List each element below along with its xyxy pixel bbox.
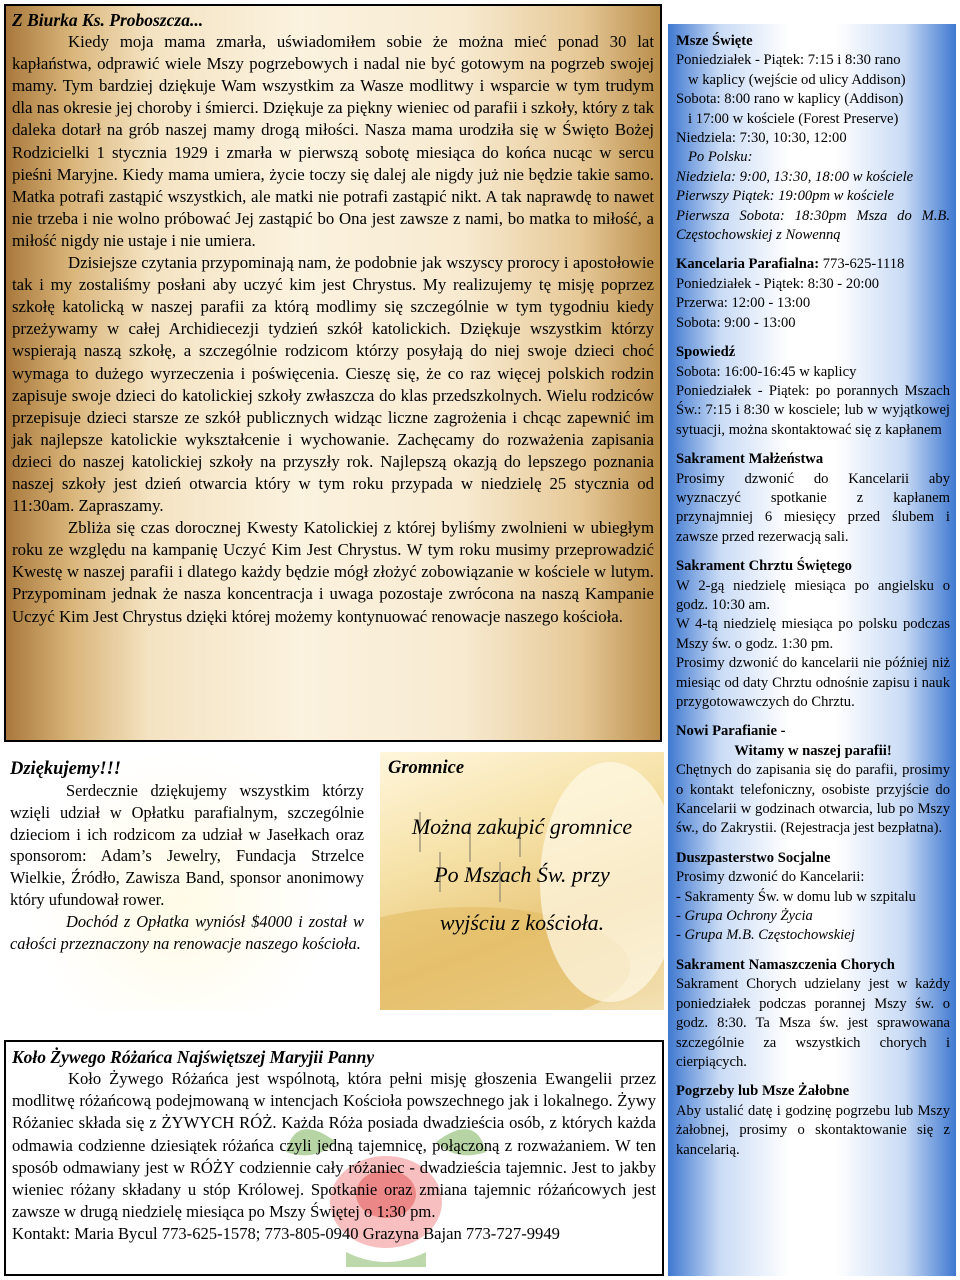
rosary-body: Koło Żywego Różańca jest wspólnotą, która pełni misję głoszenia Ewangelii przez modlitwę różańcową podejmowaną w intencjach Kościoła powszechnego jak i lokalnego. Żywy Różaniec składa się z ŻYWYCH RÓŻ. Każda Róża posiada dwadzieścia osób, z których każda odmawia codzienne dziesiątek różańca czyli jedną tajemnicę, połączoną z rozważaniem. W ten sposób odmawiany jest w RÓŻY codziennie cały różaniec - dwadzieścia tajemnic. Jest to jakby wieniec różany składany u stóp Królowej. Spotkanie oraz zmiana tajemnic różańcowych jest zawsze w drugą niedzielę miesiąca po Mszy Świętej o 1:30 pm. bbox=[12, 1069, 656, 1222]
masses-polish-sunday: Niedziela: 9:00, 13:30, 18:00 w kościele bbox=[676, 168, 914, 185]
marriage-heading: Sakrament Małżeństwa bbox=[676, 451, 824, 468]
confession-heading: Spowiedź bbox=[676, 344, 736, 361]
funerals-section bbox=[676, 1082, 950, 1160]
baptism-section bbox=[676, 557, 950, 712]
candles-box bbox=[380, 752, 664, 1010]
social-mb-group: - Grupa M.B. Częstochowskiej bbox=[676, 927, 855, 944]
pastor-letter-paragraph-2: Dzisiejsze czytania przypominają nam, że podobnie jak wszyscy prorocy i apostołowie tak i my zostaliśmy posłani aby uczyć kim jest Chrystus. My realizujemy tę misję poprzez szkołę katolicką w naszej parafii za którą modlimy się szczególnie w tym tygodniu kiedy przeżywamy w całej Archidiecezji tydzień szkół katolickich. Dziękuje wszystkim którzy wspierają naszą szkołę, a szczególnie rodzicom którzy posyłają do niej swoje dzieci choć wymaga to dużego wyrzeczenia i poświęcenia. Cieszę się, że co raz więcej polskich rodzin zapisuje swoje dzieci do katolickiej szkoły zwłaszcza do klas przedszkolnych. Wielu rodziców przepisuje dzieci starsze ze szkół publicznych widząc liczne zagrożenia i chcąc zapewnić im jak najlepsze katolickie wykształcenie i wychowanie. Zachęcamy do rozważenia zapisania dzieci do naszej katolickiej szkoły na przyszły rok. Najlepszą okazją do lepszego poznania naszej szkoły jest dzień otwarcia który w tym roku przypada w niedzielę 25 stycznia od 11:30am. Zapraszamy. bbox=[12, 253, 654, 516]
newcomers-section bbox=[676, 722, 950, 838]
baptism-polish: W 4-tą niedzielę miesiąca po polsku podczas Mszy św. o godz. 1:30 pm. bbox=[676, 616, 950, 652]
confession-saturday: Sobota: 16:00-16:45 w kaplicy bbox=[676, 363, 857, 380]
thanks-note: Dochód z Opłatka wyniósł $4000 i został w całości przeznaczony na renowacje naszego kościoła. bbox=[10, 911, 364, 953]
masses-section bbox=[676, 32, 950, 245]
pastor-letter-title: Z Biurka Ks. Proboszcza... bbox=[12, 10, 204, 30]
social-sacraments: - Sakramenty Św. w domu lub w szpitalu bbox=[676, 888, 916, 905]
office-heading: Kancelaria Parafialna: bbox=[676, 256, 820, 273]
office-section bbox=[676, 255, 950, 333]
masses-saturday: Sobota: 8:00 rano w kaplicy (Addison) bbox=[676, 91, 904, 108]
thanks-box bbox=[4, 752, 370, 1010]
office-phone[interactable]: 773-625-1118 bbox=[822, 256, 905, 273]
rosary-box bbox=[4, 1040, 664, 1276]
masses-weekday: Poniedziałek - Piątek: 7:15 i 8:30 rano bbox=[676, 52, 901, 69]
office-weekday-hours: Poniedziałek - Piątek: 8:30 - 20:00 bbox=[676, 275, 880, 292]
social-heading: Duszpasterstwo Socjalne bbox=[676, 849, 831, 866]
social-section bbox=[676, 849, 950, 946]
info-sidebar bbox=[668, 24, 956, 1276]
office-break: Przerwa: 12:00 - 13:00 bbox=[676, 295, 811, 312]
masses-weekday-location: w kaplicy (wejście od ulicy Addison) bbox=[688, 71, 906, 88]
pastor-letter-box bbox=[4, 4, 662, 742]
thanks-title: Dziękujemy!!! bbox=[10, 759, 121, 779]
baptism-heading: Sakrament Chrztu Świętego bbox=[676, 558, 852, 575]
masses-heading: Msze Święte bbox=[676, 33, 753, 49]
confession-weekday: Poniedziałek - Piątek: po porannych Mszach Św.: 7:15 i 8:30 w kosciele; lub w wyjątkowej sytuacji, można skontaktować się z kapłanem bbox=[676, 382, 950, 438]
pastor-letter-paragraph-3: Zbliża się czas dorocznej Kwesty Katolickiej z której byliśmy zwolnieni w ubiegłym roku ze względu na kampanię Uczyć Kim Jest Chrystus. W tym roku musimy przeprowadzić Kwestę w naszej parafii i dlatego każdy będzie mógł złożyć zobowiązanie w kościele w lutym. Przypominam jednak że nasza koncentracja i uwaga pozostaje zwrócona na naszą Kampanie Uczyć Kim Jest Chrystus dzięki której możemy kontynuować renowacje naszego kościoła. bbox=[12, 518, 654, 626]
marriage-body: Prosimy dzwonić do Kancelarii aby wyznaczyć spotkanie z kapłanem przynajmniej 6 miesięcy przed ślubem i zawsze przed rezerwacją sali. bbox=[676, 470, 950, 545]
marriage-section bbox=[676, 450, 950, 547]
candles-title: Gromnice bbox=[388, 758, 465, 778]
thanks-body: Serdecznie dziękujemy wszystkim którzy wzięli udział w Opłatku parafialnym, szczególnie dzieciom i ich rodzicom za udział w Jasełkach oraz sponsorom: Adam’s Jewelry, Fundacja Strzelce Wielkie, Źródło, Zawisza Band, sponsor anonimowy który ufundował rower. bbox=[10, 781, 364, 909]
masses-first-saturday: Pierwsza Sobota: 18:30pm Msza do M.B. Częstochowskiej z Nowenną bbox=[676, 207, 950, 244]
newcomers-welcome: Witamy w naszej parafii! bbox=[734, 742, 892, 759]
candles-line-2: Po Mszach Św. przy bbox=[434, 862, 610, 887]
pastor-letter-paragraph-1: Kiedy moja mama zmarła, uświadomiłem sobie że można mieć ponad 30 lat kapłaństwa, odprawić wiele Mszy pogrzebowych i nadal nie być gotowym na pogrzeb swojej mamy. Tym bardziej dziękuje Wam wszystkim za Wasze modlitwy i wsparcie w tym trudym dla nas okresie jej choroby i śmierci. Dziękuje za piękny wieniec od parafii i szkoły, który z tak daleka dotarł na grób naszej mamy drogą miłości. Nasza mama urodziła się w Święto Bożej Rodzicielki 1 stycznia 1929 i zmarła w pierwszą sobotę miesiąca do końca nucąc w sercu pieśni Maryjne. Kiedy mama umiera, życie toczy się dalej ale nigdy już nie będzie takie samo. Matka potrafi zastąpić wszystkich, ale matki nie potrafi zastąpić nikt. A tak naprawdę to nawet nie trzeba i nie wolno próbować Jej zastąpić bo Ona jest zawsze z nami, bo matka to miłość, a miłość nigdy nie ustaje i nie umiera. bbox=[12, 32, 654, 250]
office-saturday-hours: Sobota: 9:00 - 13:00 bbox=[676, 314, 796, 331]
confession-section bbox=[676, 343, 950, 440]
social-pro-life: - Grupa Ochrony Życia bbox=[676, 908, 813, 925]
masses-polish-label: Po Polsku: bbox=[688, 149, 753, 166]
rosary-contact: Kontakt: Maria Bycul 773-625-1578; 773-805-0940 Grazyna Bajan 773-727-9949 bbox=[12, 1224, 560, 1244]
masses-saturday-evening: i 17:00 w kościele (Forest Preserve) bbox=[688, 110, 899, 127]
newcomers-body: Chętnych do zapisania się do parafii, prosimy o kontakt telefoniczny, osobiste przyjście do Kancelarii w godzinach otwarcia, lub po Mszy św., do Zakrystii. (Rejestracja jest bezpłatna). bbox=[676, 762, 950, 837]
sick-section bbox=[676, 956, 950, 1072]
sick-body: Sakrament Chorych udzielany jest w każdy poniedziałek podczas porannej Mszy św. o godz. 8:30. Ta Msza św. jest sprawowana szczególnie za wszystkich chorych i cierpiących. bbox=[676, 976, 950, 1070]
baptism-english: W 2-gą niedzielę miesiąca po angielsku o godz. 10:30 am. bbox=[676, 577, 950, 613]
funerals-body: Aby ustalić datę i godzinę pogrzebu lub Mszy żałobnej, prosimy o skontaktowanie się z kancelarią. bbox=[676, 1102, 950, 1158]
funerals-heading: Pogrzeby lub Msze Żałobne bbox=[676, 1083, 850, 1100]
sick-heading: Sakrament Namaszczenia Chorych bbox=[676, 956, 895, 973]
masses-first-friday: Pierwszy Piątek: 19:00pm w kościele bbox=[676, 188, 895, 205]
rosary-title: Koło Żywego Różańca Najświętszej Maryjii Panny bbox=[12, 1047, 375, 1067]
masses-sunday: Niedziela: 7:30, 10:30, 12:00 bbox=[676, 130, 847, 147]
newcomers-heading: Nowi Parafianie - bbox=[676, 723, 786, 740]
candles-line-1: Można zakupić gromnice bbox=[411, 814, 633, 839]
candles-line-3: wyjściu z kościoła. bbox=[439, 910, 605, 935]
baptism-note: Prosimy dzwonić do kancelarii nie później niż miesiąc od daty Chrztu odnośnie zapisu i nauk przygotowawczych do Chrztu. bbox=[676, 655, 950, 710]
social-call: Prosimy dzwonić do Kancelarii: bbox=[676, 869, 865, 886]
